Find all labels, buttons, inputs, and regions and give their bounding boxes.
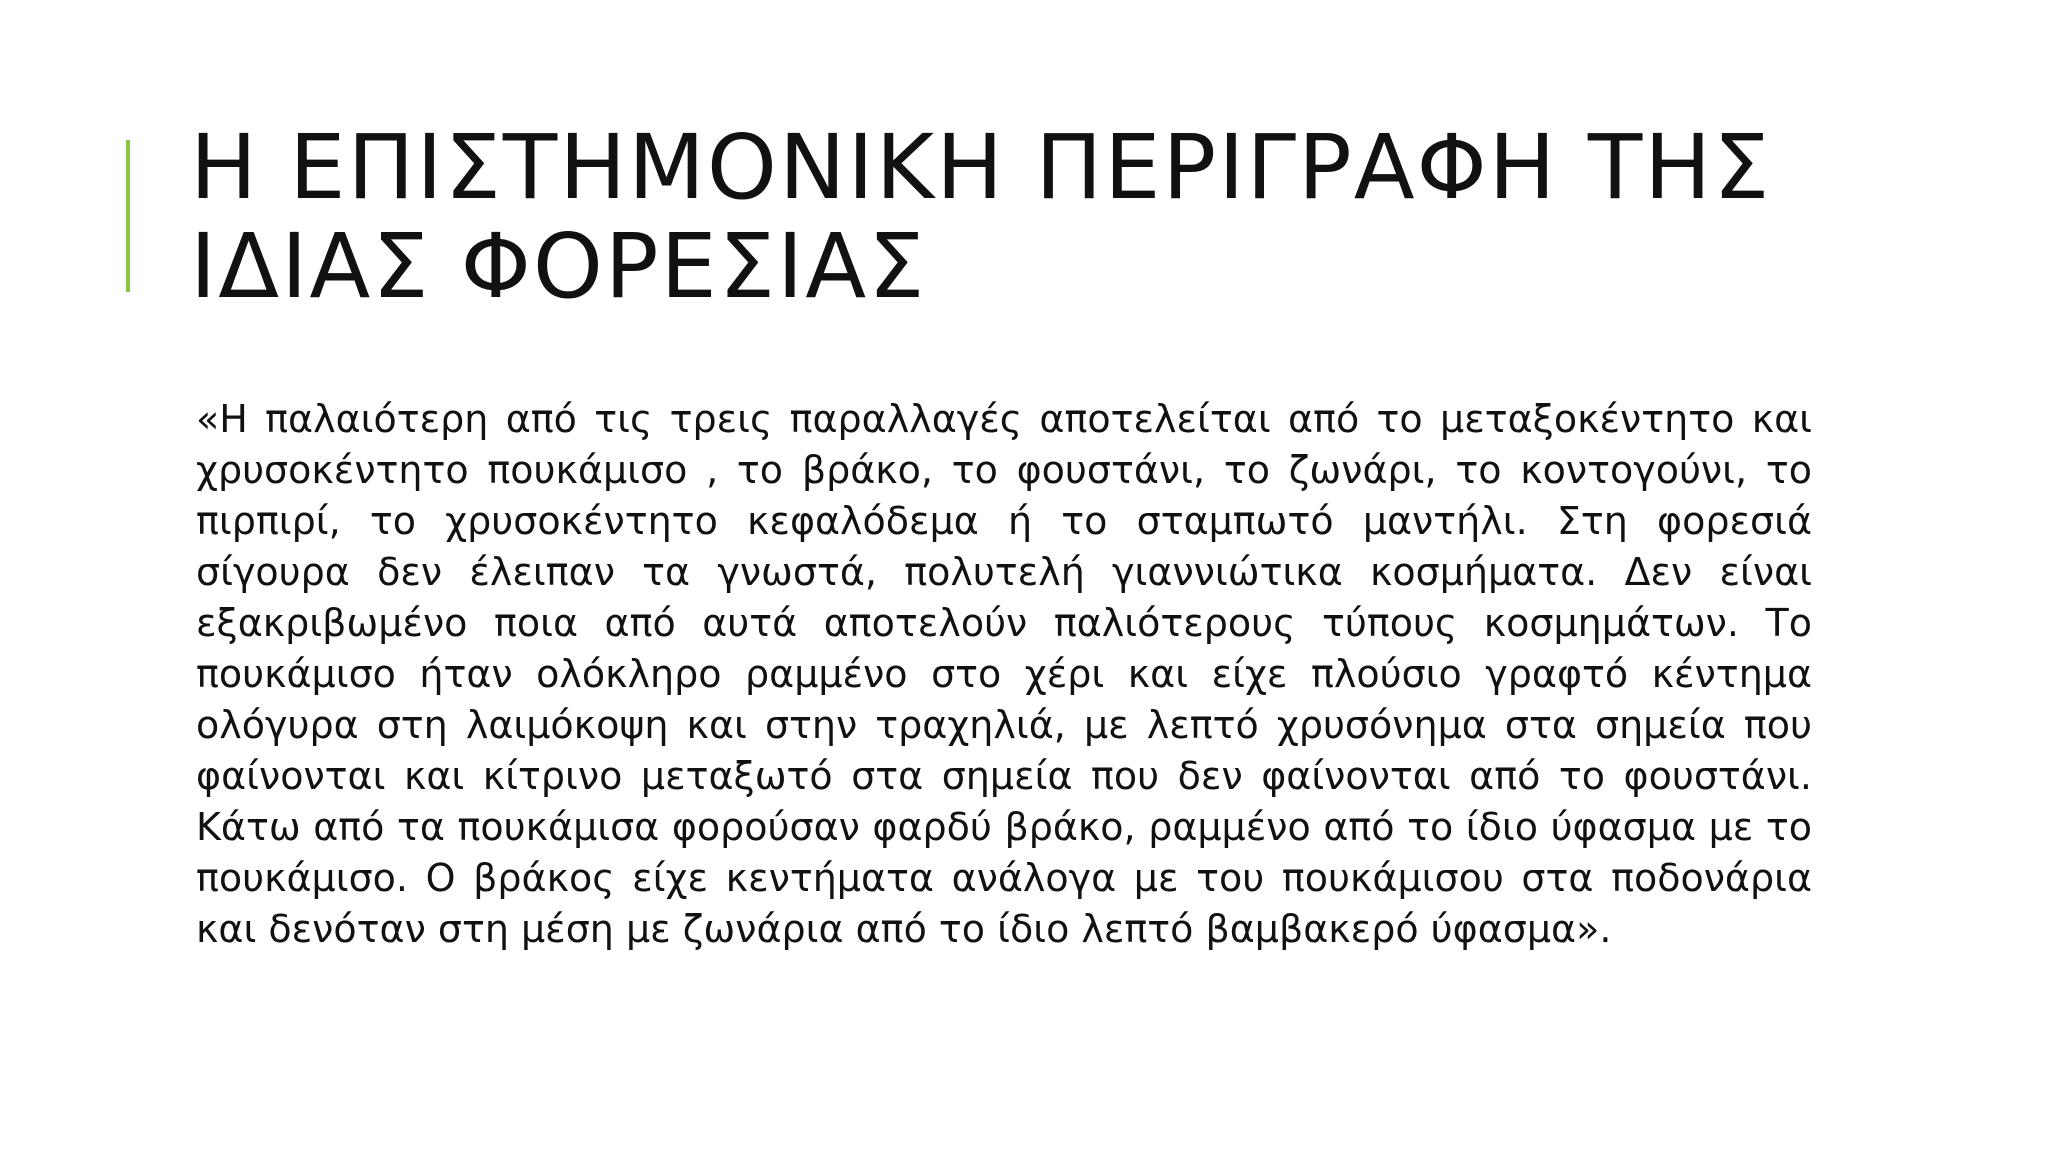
title-accent-bar (126, 140, 130, 292)
slide-body-text: «Η παλαιότερη από τις τρεις παραλλαγές αποτελείται από το μεταξοκέντητο και χρυσοκέντητο πουκάμισο , το βράκο, το φουστάνι, το ζωνάρι, το κοντογούνι, το πιρπιρί, το χρυσοκέντητο κεφαλόδεμα ή το σταμπωτό μαντήλι. Στη φορεσιά σίγουρα δεν έλειπαν τα γνωστά, πολυτελή γιαννιώτικα κοσμήματα. Δεν είναι εξακριβωμένο ποια από αυτά αποτελούν παλιότερους τύπους κοσμημάτων. Το πουκάμισο ήταν ολόκληρο ραμμένο στο χέρι και είχε πλούσιο γραφτό κέντημα ολόγυρα στη λαιμόκοψη και στην τραχηλιά, με λεπτό χρυσόνημα στα σημεία που φαίνονται και κίτρινο μεταξωτό στα σημεία που δεν φαίνονται από το φουστάνι. Κάτω από τα πουκάμισα φορούσαν φαρδύ βράκο, ραμμένο από το ίδιο ύφασμα με το πουκάμισο. Ο βράκος είχε κεντήματα ανάλογα με του πουκάμισου στα ποδονάρια και δενόταν στη μέση με ζωνάρια από το ίδιο λεπτό βαμβακερό ύφασμα». (196, 397, 1812, 951)
slide-title: Η ΕΠΙΣΤΗΜΟΝΙΚΗ ΠΕΡΙΓΡΑΦΗ ΤΗΣ ΙΔΙΑΣ ΦΟΡΕΣΙΑΣ (190, 115, 1772, 318)
